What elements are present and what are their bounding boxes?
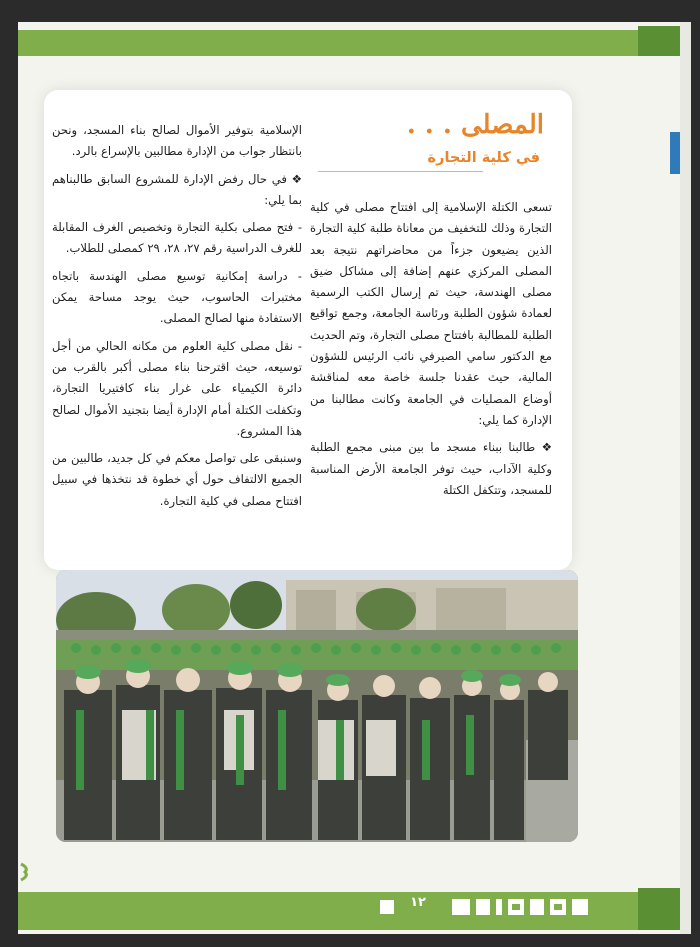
article-paragraph: - نقل مصلى كلية العلوم من مكانه الحالي من أجل توسيعه، حيث اقترحنا بناء مصلى أكبر بالقرب من دائرة الكيمياء على غرار بناء كافتيريا التجارة، وتكفلت الكتلة أمام الإدارة أيضا بتجنيد الأموال لصالح هذا المشروع. [52, 338, 302, 438]
article-paragraph: - فتح مصلى بكلية التجارة وتخصيص الغرف المقابلة للغرف الدراسية رقم ٢٧، ٢٨، ٢٩ كمصلى للطلاب. [52, 220, 302, 256]
side-blue-tab [670, 132, 680, 174]
magazine-page [18, 22, 680, 934]
article-title: المصلى . . . [406, 110, 544, 140]
footer-square-icon [380, 900, 394, 914]
page-edge-stack [682, 22, 691, 934]
article-paragraph: وسنبقى على تواصل معكم في كل جديد، طالبين من الجميع الالتفاف حول أي خطوة قد نتخذها في سبيل افتتاح مصلى في كلية التجارة. [52, 451, 302, 508]
article-subtitle: في كلية التجارة [427, 150, 540, 166]
magazine-logo-icon [452, 896, 592, 918]
article-paragraph: تسعى الكتلة الإسلامية إلى افتتاح مصلى في كلية التجارة وذلك للتخفيف من معاناة طلبة كلية التجارة الذين يضيعون جزءاً من محاضراتهم نتيجة بعد المصلى المركزي عنهم إضافة إلى مشاكل ضيق مصلى الهندسة، حيث تم إرسال الكتب الرسمية لعمادة شؤون الطلبة ورئاسة الجامعة، وجمع تواقيع الطلبة للمطالبة بافتتاح مصلى التجارة، وتم الحديث مع الدكتور سامي الصيرفي نائب الرئيس للشؤون المالية، حيث عقدنا جلسة خاصة معه لمناقشة أوضاع المصليات في الجامعة وكانت مطالبنا من الإدارة كما يلي: [310, 200, 552, 427]
article-paragraph: - دراسة إمكانية توسيع مصلى الهندسة باتجاه مختبرات الحاسوب، حيث يوجد مساحة يمكن الاستفادة منها لصالح المصلى. [52, 268, 302, 326]
prayer-crowd-photo [56, 570, 578, 842]
page-number: ١٢ [410, 895, 426, 910]
article-paragraph: الإسلامية بتوفير الأموال لصالح بناء المسجد، ونحن بانتظار جواب من الإدارة مطالبين بالإسراع بالرد. [52, 123, 302, 159]
article-column-left [52, 120, 302, 512]
article-paragraph: ❖ طالبنا ببناء مسجد ما بين مبنى مجمع الطلبة وكلية الآداب، حيث توفر الجامعة الأرض المناسبة للمسجد، وتتكفل الكتلة [310, 440, 552, 497]
top-green-band [18, 30, 680, 56]
article-paragraph: ❖ في حال رفض الإدارة للمشروع السابق طالبناهم بما يلي: [52, 171, 302, 207]
article-column-right [310, 197, 552, 501]
bottom-green-band-tab [638, 888, 680, 930]
top-green-band-tab [638, 26, 680, 56]
side-leaf-icon [19, 862, 31, 882]
subtitle-underline [318, 171, 483, 172]
